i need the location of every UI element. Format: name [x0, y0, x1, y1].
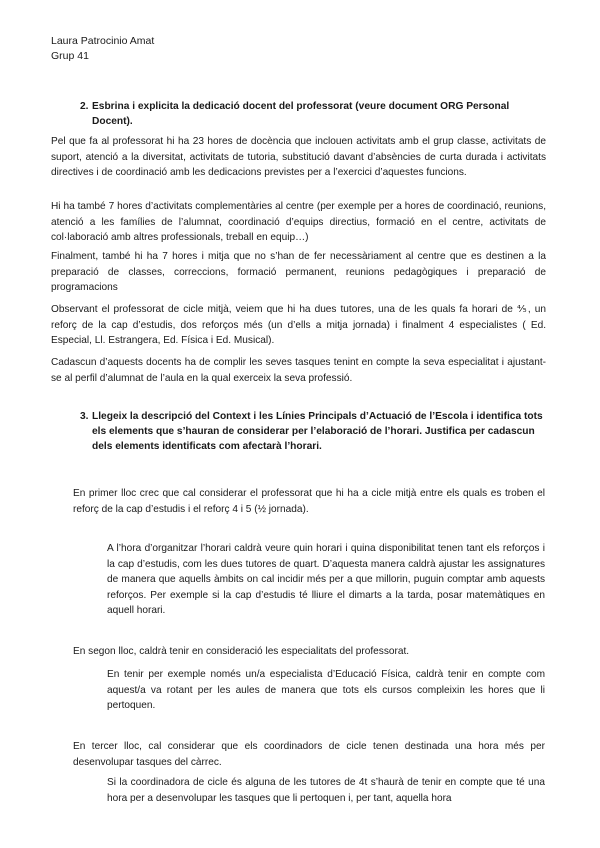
section-2-heading [80, 99, 542, 129]
author-name: Laura Patrocinio Amat [51, 35, 155, 47]
section-3-paragraph-4: En tenir per exemple només un/a especialista d’Educació Física, caldrà tenir en compte com aquest/a va rotant per les aules de manera que tots els cursos compleixin les hores que li pertoquen. [107, 669, 545, 712]
section-2-paragraph-5: Cadascun d’aquests docents ha de complir les seves tasques tenint en compte la seva especialitat i ajustant-se al perfil d’alumnat de l’aula en la qual exerceix la seva professió. [51, 357, 546, 384]
section-3-paragraph-2: A l’hora d’organitzar l’horari caldrà veure quin horari i quina disponibilitat tenen tant els reforços i la cap d’estudis, com les dues tutores de quart. D’aquesta manera caldrà ajustar les assignatures de manera que aquells àmbits on cal incidir més per a que millorin, puguin comptar amb aquests reforços. Per exemple si la cap d’estudis té lliure el dimarts a la tarda, posar matemàtiques en aquell horari. [107, 543, 545, 617]
section-2-number: 2. [80, 101, 89, 112]
section-3-paragraph-3: En segon lloc, caldrà tenir en consideració les especialitats del professorat. [73, 646, 410, 657]
group-label: Grup 41 [51, 50, 89, 62]
document-header [51, 34, 154, 64]
section-2-paragraph-4: Observant el professorat de cicle mitjà, veiem que hi ha dues tutores, una de les quals fa horari de ⅘, un reforç de la cap d’estudis, dos reforços més (un d’ells a mitja jornada) i finalment 4 especialistes ( Ed. Especial, Ll. Estrangera, Ed. Física i Ed. Musical). [51, 304, 546, 347]
section-3-paragraph-5: En tercer lloc, cal considerar que els coordinadors de cicle tenen destinada una hora més per desenvolupar tasques del càrrec. [73, 741, 545, 768]
section-3-paragraph-1: En primer lloc crec que cal considerar el professorat que hi ha a cicle mitjà entre els quals es troben el reforç de la cap d’estudis i el reforç 4 i 5 (½ jornada). [73, 488, 545, 515]
section-3-heading [80, 409, 544, 455]
section-3-number: 3. [80, 411, 89, 422]
section-2-title: Esbrina i explicita la dedicació docent del professorat (veure document ORG Personal Docent). [92, 101, 510, 128]
section-3-title: Llegeix la descripció del Context i les Línies Principals d’Actuació de l’Escola i identifica tots els elements que s’hauran de considerar per l’elaboració de l’horari. Justifica per cadascun dels elements identificats com afectarà l’horari. [92, 411, 543, 453]
section-2-paragraph-2: Hi ha també 7 hores d’activitats complementàries al centre (per exemple per a hores de coordinació, reunions, atenció a les famílies de l’alumnat, coordinació d’equips directius, formació en el centre, activitats de col·laboració amb altres professionals, treball en equip…) [51, 201, 546, 244]
section-2-paragraph-3: Finalment, també hi ha 7 hores i mitja que no s’han de fer necessàriament al centre que es destinen a la preparació de classes, correccions, formació permanent, reunions pedagògiques i preparació de programacions [51, 251, 546, 294]
section-3-paragraph-6: Si la coordinadora de cicle és alguna de les tutores de 4t s’haurà de tenir en compte que té una hora per a desenvolupar les tasques que li pertoquen i, per tant, aquella hora [107, 777, 545, 804]
section-2-paragraph-1: Pel que fa al professorat hi ha 23 hores de docència que inclouen activitats amb el grup classe, activitats de suport, atenció a la diversitat, activitats de tutoria, substitució davant d’absències de curta durada i activitats directives i de coordinació amb les dedicacions previstes per a l’exercici d’aquestes funcions. [51, 136, 546, 179]
